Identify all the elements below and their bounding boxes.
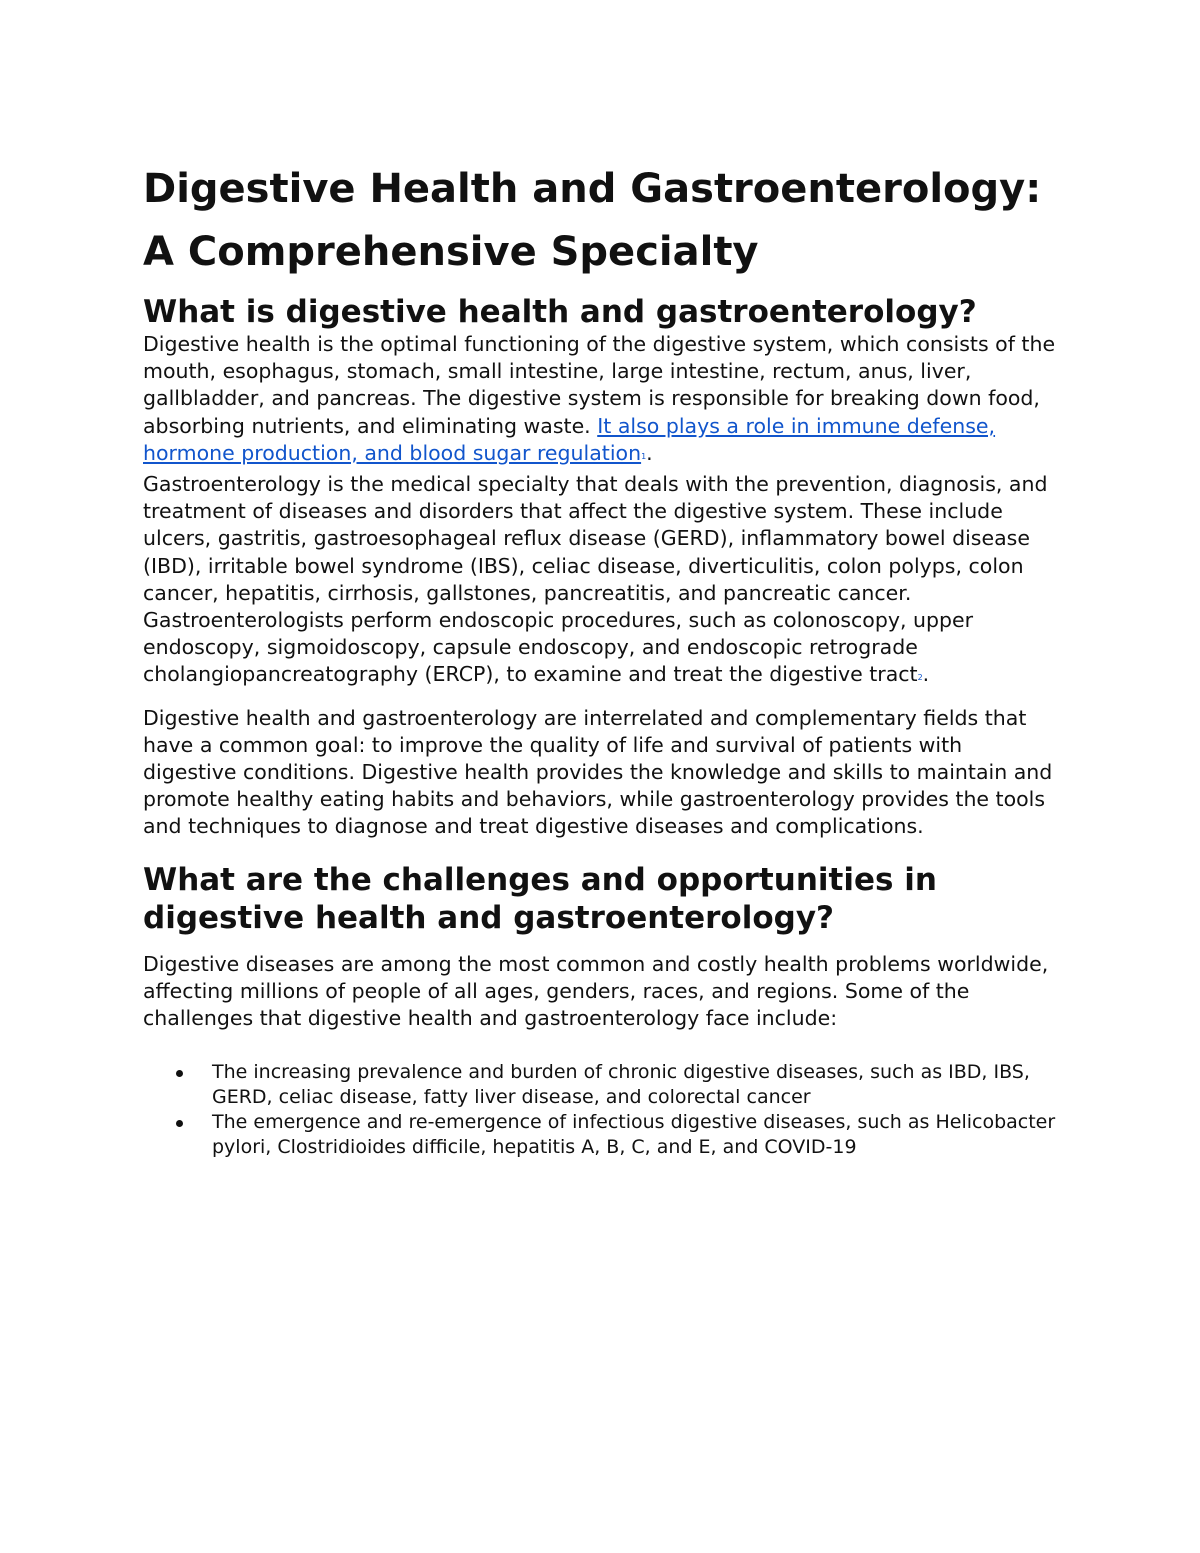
section-heading-challenges: What are the challenges and opportunities in digestive health and gastroenterology? xyxy=(143,861,937,936)
paragraph-text: Gastroenterology is the medical specialty that deals with the prevention, diagnosis, and treatment of diseases and disorders that affect the digestive system. These include ulcers, gastritis, gastroesophageal reflux disease (GERD), inflammatory bowel disease (IBD), irritable bowel syndrome (IBS), celiac disease, diverticulitis, colon polyps, colon cancer, hepatitis, cirrhosis, gallstones, pancreatitis, and pancreatic cancer. Gastroenterologists perform endoscopic procedures, such as colonoscopy, upper endoscopy, sigmoidoscopy, capsule endoscopy, and endoscopic retrograde cholangiopancreatography (ERCP), to examine and treat the digestive tract xyxy=(143,472,1048,687)
reference-link[interactable]: It also plays a role in immune defense, hormone production, and blood sugar regulation xyxy=(143,413,996,465)
footnote-marker[interactable]: 1 xyxy=(641,451,647,461)
paragraph-digestive-health xyxy=(143,331,1058,471)
paragraph-interrelated: Digestive health and gastroenterology are interrelated and complementary fields that have a common goal: to improve the quality of life and survival of patients with digestive conditions. Digestive health provides the knowledge and skills to maintain and promote healthy eating habits and behaviors, while gastroenterology provides the tools and techniques to diagnose and treat digestive diseases and complications. xyxy=(143,705,1053,839)
bullet-icon xyxy=(176,1120,183,1127)
paragraph-challenges-intro: Digestive diseases are among the most common and costly health problems worldwide, affecting millions of people of all ages, genders, races, and regions. Some of the challenges that digestive health and gastroenterology face include: xyxy=(143,951,1049,1031)
bullet-icon xyxy=(176,1070,183,1077)
document-title: Digestive Health and Gastroenterology: A Comprehensive Specialty xyxy=(143,166,1042,275)
list-item-text: The emergence and re-emergence of infectious digestive diseases, such as Helicobacter pylori, Clostridioides difficile, hepatitis A, B, C, and E, and COVID-19 xyxy=(212,1111,1056,1159)
list-item xyxy=(143,1060,1058,1110)
list-item-text: The increasing prevalence and burden of chronic digestive diseases, such as IBD, IBS, GERD, celiac disease, fatty liver disease, and colorectal cancer xyxy=(212,1061,1030,1109)
list-item xyxy=(143,1110,1058,1160)
section-heading-what-is: What is digestive health and gastroenterology? xyxy=(143,294,977,330)
paragraph-end: . xyxy=(646,440,653,465)
document-page xyxy=(143,158,1058,1160)
challenges-list xyxy=(143,1060,1058,1160)
footnote-marker[interactable]: 2 xyxy=(917,673,923,683)
paragraph-text: Digestive health is the optimal functioning of the digestive system, which consists of the mouth, esophagus, stomach, small intestine, large intestine, rectum, anus, liver, gallbladder, and pancreas. The digestive system is responsible for breaking down food, absorbing nutrients, and eliminating waste. xyxy=(143,332,1056,438)
paragraph-gastroenterology xyxy=(143,471,1058,693)
paragraph-end: . xyxy=(922,662,930,687)
